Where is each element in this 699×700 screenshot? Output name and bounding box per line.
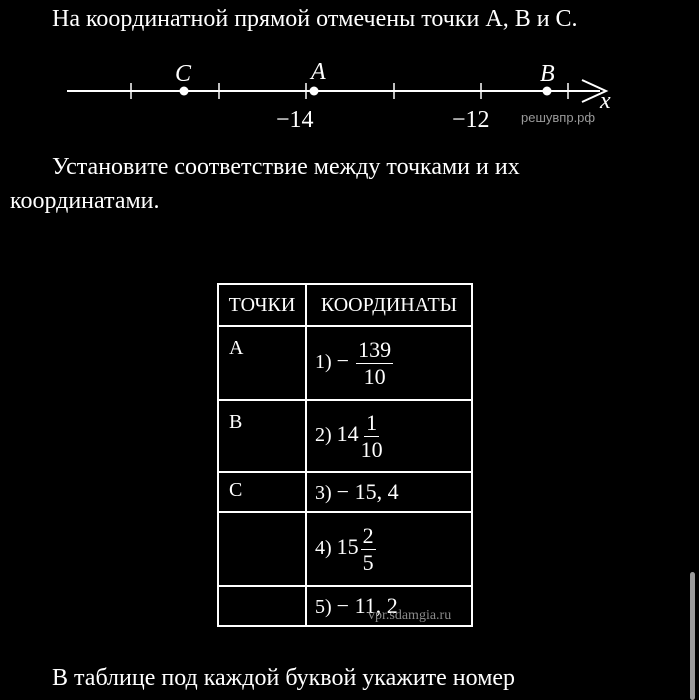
tick-label-minus12: −12 <box>452 107 490 133</box>
coord-cell-2: 2) 14 $\frac{1}{10}$ <box>306 400 472 472</box>
point-c <box>180 87 189 96</box>
matching-table <box>217 283 473 627</box>
label-b: B <box>540 61 555 87</box>
point-cell <box>218 512 306 586</box>
fraction: $\frac{139}{10}$ <box>358 336 392 389</box>
point-cell <box>218 586 306 626</box>
fraction: $\frac{2}{5}$ <box>362 522 374 575</box>
header-points: ТОЧКИ <box>218 284 306 326</box>
point-a <box>310 87 319 96</box>
bottom-text: В таблице под каждой буквой укажите номер <box>52 665 516 691</box>
coord-cell-3: 3) − 15, 4 <box>306 472 472 512</box>
task-text: Установите соответствие между точками и их координатами. <box>10 154 520 214</box>
point-b <box>543 87 552 96</box>
coord-cell-1: 1) − $\frac{139}{10}$ <box>306 326 472 400</box>
coord-cell-4: 4) 15 $\frac{2}{5}$ <box>306 512 472 586</box>
point-cell: C <box>218 472 306 512</box>
header-coords: КООРДИНАТЫ <box>306 284 472 326</box>
coord-cell-5: 5) − 11, 2 <box>306 586 472 626</box>
point-cell: B <box>218 400 306 472</box>
axis-label-x: x <box>600 88 611 114</box>
watermark-sdamgia: vpr.sdamgia.ru <box>368 608 452 623</box>
fraction: $\frac{1}{10}$ <box>360 409 383 462</box>
tick-label-minus14: −14 <box>276 107 314 133</box>
watermark-reshuvpr: решувпр.рф <box>521 110 596 125</box>
scrollbar-thumb[interactable] <box>690 572 695 700</box>
intro-text: На координатной прямой отмечены точки A, B и C. <box>52 6 578 32</box>
label-c: C <box>175 61 192 87</box>
point-cell: A <box>218 326 306 400</box>
label-a: A <box>311 59 326 85</box>
